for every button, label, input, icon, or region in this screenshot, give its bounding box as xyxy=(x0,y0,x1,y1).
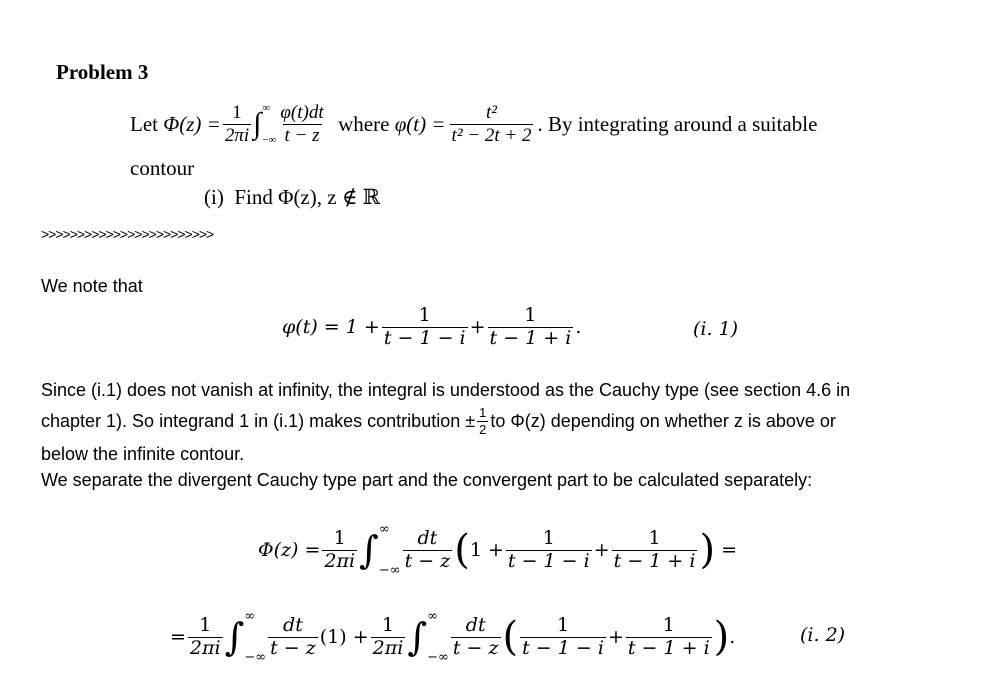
eq2-label: (i. 2) xyxy=(800,624,846,646)
eq1-frac1: $\frac{1}{t - 1 - i}$ xyxy=(383,303,466,349)
para2: We separate the divergent Cauchy type part and the convergent part to be calculated separately: xyxy=(41,470,813,490)
eq3-integral1: ∫ ∞ −∞ xyxy=(224,609,267,665)
eq3-integral2: ∫ ∞ −∞ xyxy=(407,609,449,665)
problem-heading: Problem 3 xyxy=(56,60,149,84)
phi-fraction: $\frac{\text{t²}}{\text{t² − 2t + 2}}$ xyxy=(451,101,532,146)
item-i: (i) Find Φ(z), z ∉ ℝ xyxy=(204,185,381,209)
eq3-frac1: $\frac{1}{t - 1 - i}$ xyxy=(522,613,604,659)
eq3-prefactor1: $\frac{1}{2\pi i}$ xyxy=(189,613,221,659)
eq3-prefactor2: $\frac{1}{2\pi i}$ xyxy=(372,613,404,659)
phi-t: φ(t) = xyxy=(394,111,446,136)
para1-line1: Since (i.1) does not vanish at infinity, the integral is understood as the Cauchy type (see section 4.6 in xyxy=(41,380,851,400)
equation-phi: Φ(z) = $\frac{1}{2\pi i}$ ∫ ∞ −∞ $\frac{dt}{t - z}$ ( 1 + $\frac{1}{t - 1 - i}$ + $\frac{1}{t - 1 + i}$ ) = xyxy=(258,522,738,578)
statement-tail: . By integrating around a suitable xyxy=(537,111,818,136)
eq1-frac2: $\frac{1}{t - 1 + i}$ xyxy=(489,303,572,349)
note-text: We note that xyxy=(41,276,143,296)
eq2-frac2: $\frac{1}{t - 1 + i}$ xyxy=(613,526,696,572)
equation-i2: = $\frac{1}{2\pi i}$ ∫ ∞ −∞ $\frac{dt}{t - z}$ (1) + $\frac{1}{2\pi i}$ ∫ ∞ −∞ $\frac{dt}{t - z}$ ( $\frac{1}{t - 1 - i}$ + $\frac{1}{t - 1 + i}$ ) . xyxy=(170,609,736,665)
eq1-label: (i. 1) xyxy=(693,318,739,340)
contour-word: contour xyxy=(130,156,195,180)
eq2-prefactor: $\frac{1}{2\pi i}$ xyxy=(324,526,356,572)
eq2-dt: $\frac{dt}{t - z}$ xyxy=(404,526,451,572)
half-fraction: $\frac{1}{2}$ xyxy=(479,404,487,437)
para1-line3: below the infinite contour. xyxy=(41,444,245,464)
eq3-dt1: $\frac{dt}{t - z}$ xyxy=(270,613,316,659)
eq2-integral: ∫ ∞ −∞ xyxy=(359,522,401,578)
where-word: where xyxy=(338,111,390,136)
let-word: Let xyxy=(130,111,158,136)
integral-sign: ∫ ∞ −∞ xyxy=(253,102,277,146)
integrand: $\frac{\varphi(t)dt}{t - z}$ xyxy=(280,101,324,146)
problem-statement xyxy=(130,96,817,152)
eq2-frac1: $\frac{1}{t - 1 - i}$ xyxy=(507,526,590,572)
eq3-dt2: $\frac{dt}{t - z}$ xyxy=(452,613,499,659)
one-over-2pii: $\frac{1}{2\pi i}$ xyxy=(224,101,250,146)
phi-z: Φ(z) = xyxy=(163,111,221,136)
eq3-frac2: $\frac{1}{t - 1 + i}$ xyxy=(627,613,710,659)
equation-i1: φ(t) = 1 + $\frac{1}{t - 1 - i}$ + $\frac{1}{t - 1 + i}$ . xyxy=(282,303,582,349)
para1-line2: chapter 1). So integrand 1 in (i.1) makes contribution ± $\frac{1}{2}$ to Φ(z) depending on whether z is above or xyxy=(41,404,836,437)
separator: >>>>>>>>>>>>>>>>>>>>>>>> xyxy=(41,226,214,242)
